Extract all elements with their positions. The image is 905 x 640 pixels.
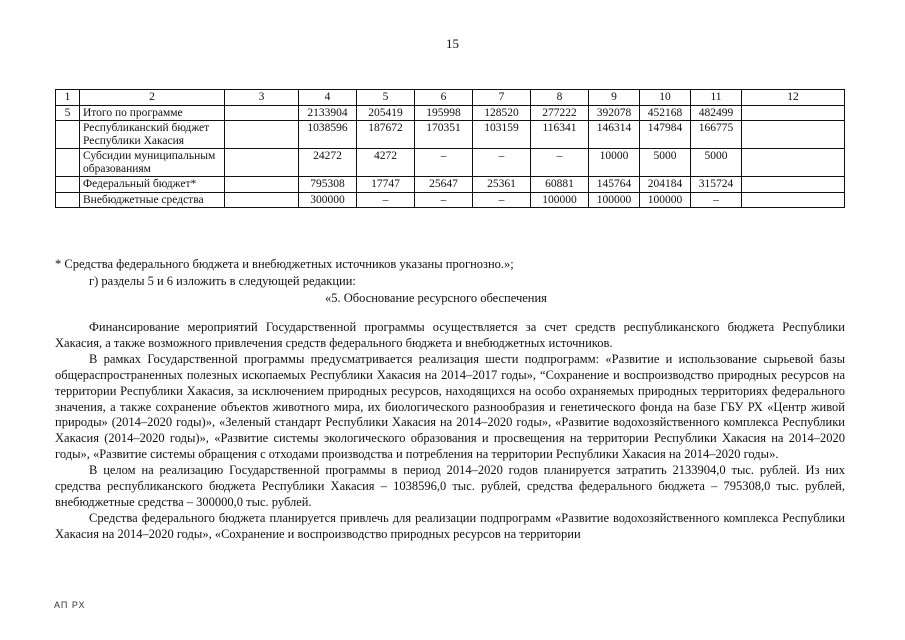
page-number: 15 <box>446 36 459 51</box>
table-cell: 60881 <box>531 177 589 193</box>
table-cell: Итого по программе <box>80 105 225 121</box>
table-cell <box>225 177 299 193</box>
table-cell: 205419 <box>357 105 415 121</box>
table-cell <box>225 105 299 121</box>
table-cell <box>742 121 845 149</box>
table-cell: 24272 <box>299 149 357 177</box>
table-cell: – <box>473 149 531 177</box>
table-cell: – <box>357 192 415 208</box>
table-row <box>56 105 845 121</box>
body-text <box>55 320 845 543</box>
table-cell: 25647 <box>415 177 473 193</box>
table-cell: Республиканский бюджет Республики Хакасия <box>80 121 225 149</box>
table-cell: 195998 <box>415 105 473 121</box>
table-cell: 17747 <box>357 177 415 193</box>
header-cell: 8 <box>531 90 589 106</box>
paragraph: Финансирование мероприятий Государственной программы осуществляется за счет средств республиканского бюджета Республики Хакасия, а также возможного привлечения средств федерального бюджета и внебюджетных источников. <box>55 320 845 350</box>
table-cell: – <box>691 192 742 208</box>
table-cell: 5 <box>56 105 80 121</box>
table-cell <box>56 177 80 193</box>
table-cell: 452168 <box>640 105 691 121</box>
header-cell: 1 <box>56 90 80 106</box>
table-cell: – <box>531 149 589 177</box>
table-cell <box>56 149 80 177</box>
table-cell: 277222 <box>531 105 589 121</box>
table-cell: 166775 <box>691 121 742 149</box>
table-cell: 103159 <box>473 121 531 149</box>
header-cell: 9 <box>589 90 640 106</box>
header-cell: 5 <box>357 90 415 106</box>
table-cell: – <box>473 192 531 208</box>
table-cell <box>742 105 845 121</box>
table-header-row <box>56 90 845 106</box>
table-cell: 795308 <box>299 177 357 193</box>
header-cell: 10 <box>640 90 691 106</box>
corner-mark: АП РХ <box>54 600 86 610</box>
table-cell <box>225 149 299 177</box>
table-cell: – <box>415 149 473 177</box>
table-cell: 300000 <box>299 192 357 208</box>
header-cell: 6 <box>415 90 473 106</box>
table-cell: 204184 <box>640 177 691 193</box>
table-cell <box>56 192 80 208</box>
table-cell: 147984 <box>640 121 691 149</box>
table-cell: 100000 <box>589 192 640 208</box>
table-cell: 10000 <box>589 149 640 177</box>
table-cell: 170351 <box>415 121 473 149</box>
table-row <box>56 177 845 193</box>
paragraph: Средства федерального бюджета планируется привлечь для реализации подпрограмм «Развитие водохозяйственного комплекса Республики Хакасия на 2014–2020 годы», «Сохранение и воспроизводство природных ресурсов на территории <box>55 510 845 541</box>
table-cell: Внебюджетные средства <box>80 192 225 208</box>
table-cell <box>742 149 845 177</box>
table-cell: 100000 <box>531 192 589 208</box>
header-cell: 3 <box>225 90 299 106</box>
paragraph: В целом на реализацию Государственной программы в период 2014–2020 годов планируется затратить 2133904,0 тыс. рублей. Из них средства республиканского бюджета Республики Хакасия – 1038596,0 тыс. рублей, средства федерального бюджета – 795308,0 тыс. рублей, внебюджетные средства – 300000,0 тыс. рублей. <box>55 463 845 509</box>
table-cell: 100000 <box>640 192 691 208</box>
table-cell <box>742 177 845 193</box>
table-cell: Федеральный бюджет* <box>80 177 225 193</box>
table-cell: 1038596 <box>299 121 357 149</box>
paragraph: В рамках Государственной программы предусматривается реализация шести подпрограмм: «Развитие и использование сырьевой базы общераспространенных полезных ископаемых Республики Хакасия на 2014–2017 годы», “Сохранение и воспроизводство природных ресурсов на территории Республики Хакасия, за исключением природных ресурсов, находящихся на особо охраняемых природных территориях федерального значения, а также сохранение объектов животного мира, их биологического разнообразия и генетического фонда на базе ГБУ РХ «Центр живой природы» (2014–2020 годы)», «Зеленый стандарт Республики Хакасия на 2014–2020 годы», «Развитие водохозяйственного комплекса Республики Хакасия (2014–2020 годы)», «Развитие системы экологического образования и просвещения на территории Республики Хакасия на 2014–2020 годы», «Развитие системы обращения с отходами производства и потребления на территории Республики Хакасия на 2014–2020 годы». <box>55 351 845 462</box>
amendment-instruction: г) разделы 5 и 6 изложить в следующей редакции: <box>89 274 356 288</box>
table-cell <box>225 192 299 208</box>
table-cell: 392078 <box>589 105 640 121</box>
table-cell: 145764 <box>589 177 640 193</box>
footnote: * Средства федерального бюджета и внебюджетных источников указаны прогнозно.»; <box>55 257 514 271</box>
table-cell: 128520 <box>473 105 531 121</box>
table-cell: – <box>415 192 473 208</box>
header-cell: 2 <box>80 90 225 106</box>
table-cell: 25361 <box>473 177 531 193</box>
header-cell: 4 <box>299 90 357 106</box>
table-cell <box>742 192 845 208</box>
table-cell: 315724 <box>691 177 742 193</box>
table-cell: 4272 <box>357 149 415 177</box>
header-cell: 11 <box>691 90 742 106</box>
table-row <box>56 192 845 208</box>
table-cell: Субсидии муниципальным образованиям <box>80 149 225 177</box>
table-cell <box>56 121 80 149</box>
table-cell: 5000 <box>640 149 691 177</box>
budget-table <box>55 89 845 208</box>
table-cell <box>225 121 299 149</box>
table-cell: 146314 <box>589 121 640 149</box>
table-cell: 187672 <box>357 121 415 149</box>
table-row <box>56 121 845 149</box>
table-cell: 116341 <box>531 121 589 149</box>
section-title: «5. Обоснование ресурсного обеспечения <box>325 291 547 305</box>
table-cell: 5000 <box>691 149 742 177</box>
table-row <box>56 149 845 177</box>
header-cell: 7 <box>473 90 531 106</box>
table-cell: 482499 <box>691 105 742 121</box>
header-cell: 12 <box>742 90 845 106</box>
table-cell: 2133904 <box>299 105 357 121</box>
